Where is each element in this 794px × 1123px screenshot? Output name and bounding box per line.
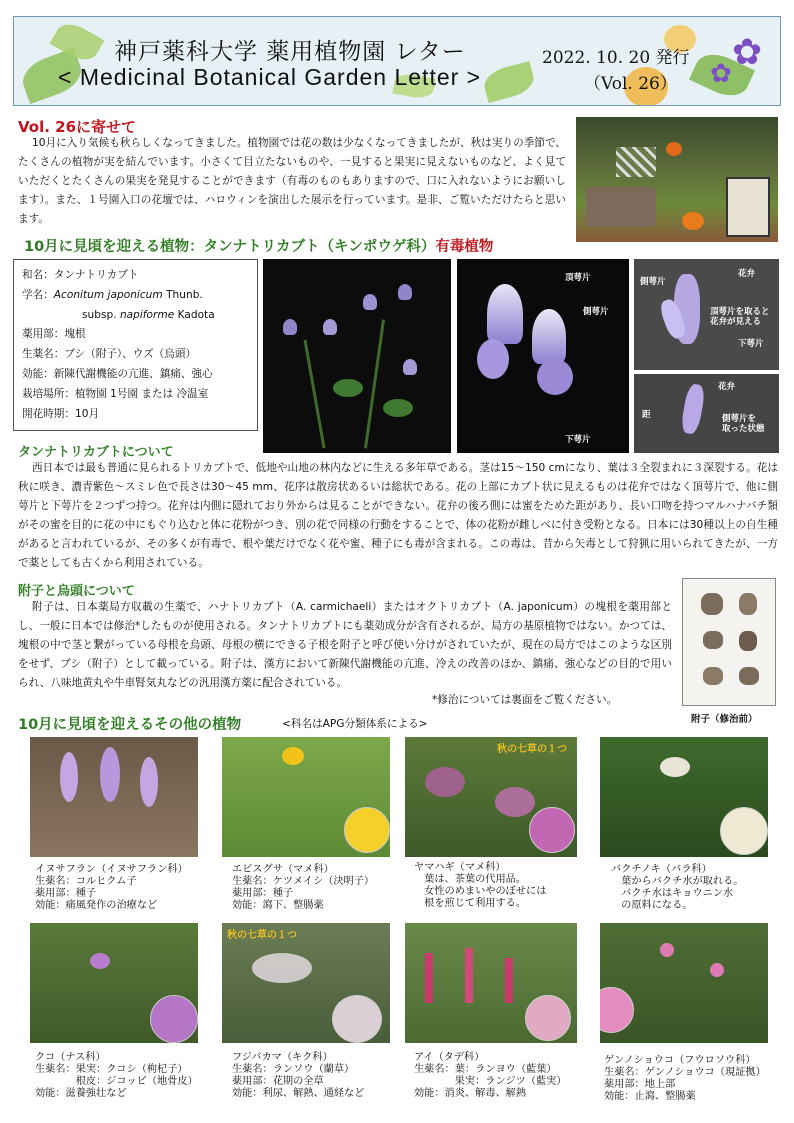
eupatorium-photo <box>222 923 390 1043</box>
subsp-author: Kadota <box>174 308 215 321</box>
leaf-decoration <box>481 61 537 103</box>
indigo-inset <box>525 995 571 1041</box>
caption-line: 薬用部：地上部 <box>604 1079 676 1090</box>
feature-heading: 10月に見頃を迎える植物：タンナトリカブト（キンポウゲ科） <box>24 239 436 255</box>
issue-volume: （Vol. 26） <box>584 74 677 94</box>
caption-line: 効能：消炎、解毒、解熱 <box>414 1088 527 1099</box>
geranium-inset <box>600 987 634 1033</box>
plant-info-box <box>13 259 258 431</box>
crude-drug-name: 生薬名：ブシ（附子）、ウズ（烏頭） <box>22 348 197 361</box>
intro-heading: Vol. 26に寄せて <box>18 118 137 136</box>
scientific-name-label: 学名： <box>22 288 54 301</box>
caption-line: 効能：痛風発作の治療など <box>35 900 158 911</box>
caption-line: 生薬名：コルヒクム子 <box>35 876 137 887</box>
caption-line: 薬用部：種子 <box>35 888 97 899</box>
halloween-display-photo <box>576 117 778 242</box>
plant-caption-1 <box>35 864 188 912</box>
aconite-petal-photo <box>634 374 779 453</box>
caption-line: 効能：滋養強壮など <box>35 1088 127 1099</box>
label-top-removed: 頂萼片を取ると 花弁が見える <box>710 307 770 327</box>
aconite-plant-photo <box>263 259 451 453</box>
label-lower-sepal: 下萼片 <box>565 435 591 445</box>
subsp-prefix: subsp. <box>82 308 120 321</box>
caption-line: 薬用部：花期の全草 <box>232 1076 324 1087</box>
cultivation-place: 栽培場所：植物園 1号園 または 冷温室 <box>22 387 209 400</box>
eupatorium-inset <box>332 995 382 1043</box>
caption-line: 根を煎じて利用する。 <box>414 898 527 909</box>
cassia-inset <box>344 807 390 853</box>
prunus-inset <box>720 807 768 855</box>
fushi-photo-caption: 附子（修治前） <box>691 714 758 725</box>
letter-title: 神戸薬科大学 薬用植物園 レター <box>114 39 466 65</box>
caption-line: ヤマハギ（マメ科） <box>414 862 506 873</box>
caption-line: 果実：ランジツ（藍実） <box>414 1076 567 1087</box>
plant-caption-5 <box>35 1052 198 1100</box>
autumn-tag-1: 秋の七草の１つ <box>497 744 567 755</box>
subsp-name: napiforme <box>119 308 175 321</box>
intro-text: 10月に入り気候も秋らしくなってきました。植物園では花の数は少なくなってきましたが、秋は実りの季節で、たくさんの植物が実を結んでいます。小さくて目立たないものや、一見すると果実に見えないものなど、よく見ていただくとたくさんの果実を発見することができます（有毒のものもありますので、口に入れないようにお願いします）。また、１号園入口の花壇では、ハロウィンを演出した展示を行っています。是非、ご覧いただけたらと思います。 <box>18 137 566 225</box>
caption-line: エビスグサ（マメ科） <box>232 864 334 875</box>
colchicum-photo <box>30 737 198 857</box>
caption-line: 生薬名：ランソウ（蘭草） <box>232 1064 355 1075</box>
caption-line: 生薬名：果実：クコシ（枸杞子） <box>35 1064 188 1075</box>
others-note: <科名はAPG分類体系による> <box>282 718 428 730</box>
caption-line: 生薬名：ゲンノショウコ（現証拠） <box>604 1067 766 1078</box>
prunus-zippeliana-photo <box>600 737 768 857</box>
flowering-season: 開花時期：10月 <box>22 407 100 420</box>
caption-line: イヌサフラン（イヌサフラン科） <box>35 864 188 875</box>
caption-line: フジバカマ（キク科） <box>232 1052 333 1063</box>
caption-line: 薬用部：種子 <box>232 888 294 899</box>
fushi-text: 附子は、日本薬局方収載の生薬で、ハナトリカブト（A. carmichaeli）またはオクトリカブト（A. japonicum）の塊根を薬用部とし、一般に日本では修治*したものが使用される。タンナトリカブトにも薬効成分が含有されるが、局方の基原植物ではない。かつては、塊根の中で茎と繋がっている母根を烏頭、母根の横にできる子根を附子と呼び使い分けがされていたが、現在の局方ではこのような区別をせず、ブシ（附子）として載っている。附子は、漢方において新陳代謝機能の亢進、冷えの改善のほか、鎮痛、強心などの目的で用いられ、八味地黄丸や牛車腎気丸などの汎用漢方薬に配合されている。 <box>18 601 672 689</box>
scientific-name-genus: Aconitum japonicum <box>53 288 163 301</box>
caption-line: 生薬名：ケツメイシ（決明子） <box>232 876 375 887</box>
caption-line: 女性のめまいやのぼせには <box>414 886 547 897</box>
indigo-photo <box>405 923 577 1043</box>
efficacy: 効能：新陳代謝機能の亢進、鎮痛、強心 <box>22 367 213 380</box>
lespedeza-inset <box>529 807 575 853</box>
bellflower-icon: ✿ <box>710 59 732 89</box>
label-lower-sepal-right: 下萼片 <box>738 339 764 349</box>
aconite-dissected-photo <box>634 259 779 370</box>
lycium-photo <box>30 923 198 1043</box>
plant-caption-6 <box>232 1052 364 1100</box>
others-heading: 10月に見頃を迎えるその他の植物 <box>18 717 242 733</box>
caption-line: 効能：止瀉、整腸薬 <box>604 1091 696 1102</box>
scientific-name-subsp <box>22 306 249 326</box>
plant-caption-2 <box>232 864 374 912</box>
caption-line: 葉は、茶葉の代用品。 <box>414 874 527 885</box>
header-banner <box>13 16 781 106</box>
issue-date: 2022. 10. 20 発行 <box>542 48 690 68</box>
fushi-photo <box>682 578 776 706</box>
caption-line: 葉からバクチ水が取れる。 <box>611 876 744 887</box>
label-top-sepal: 頂萼片 <box>565 273 591 283</box>
label-side-removed: 側萼片を 取った状態 <box>722 414 765 434</box>
caption-line: バクチ水はキョウニン水 <box>611 888 734 899</box>
label-side-sepal: 側萼片 <box>583 307 609 317</box>
fushi-heading: 附子と烏頭について <box>18 584 135 599</box>
label-side-sepal-right: 側萼片 <box>640 277 666 287</box>
cassia-photo <box>222 737 390 857</box>
plant-caption-3 <box>414 862 546 910</box>
bellflower-icon: ✿ <box>732 32 763 73</box>
japanese-name: 和名：タンナトリカブト <box>22 269 139 281</box>
plant-caption-4 <box>611 864 743 912</box>
lespedeza-photo <box>405 737 577 857</box>
medicinal-part: 薬用部：塊根 <box>22 328 86 341</box>
caption-line: の原料になる。 <box>611 900 693 911</box>
caption-line: 効能：利尿、解熱、通経など <box>232 1088 365 1099</box>
letter-subtitle: < Medicinal Botanical Garden Letter > <box>58 64 482 90</box>
about-text: 西日本では最も普通に見られるトリカブトで、低地や山地の林内などに生える多年草である。茎は15～150 cmになり、葉は３全裂まれに３深裂する。花は秋に咲き、濃青紫色～スミレ色で長さは30～45 mm、花序は散房状あるいは総状である。花の上部にカブト状に見えるものは花弁ではなく頂萼片で、他に側萼片と下萼片を２つずつ持つ。花弁は内側に隠れており外からは見ることができない。花弁の後ろ側には蜜をためた距があり、長い口吻を持つマルハナバチ類がその蜜を目的に花の中にもぐり込むと体に花粉がつき、別の花で同様の行動をすることで、体の花粉が雌しべに付き受粉となる。日本には30種以上の自生種があると言われているが、その多くが有毒で、根や葉だけでなく花や蜜、種子にも毒が含まれる。この毒は、昔から矢毒として狩猟に用いられてきたが、一方で薬としても古くから利用されている。 <box>18 462 778 569</box>
plant-caption-8 <box>604 1055 766 1103</box>
caption-line: クコ（ナス科） <box>35 1052 106 1063</box>
caption-line: アイ（タデ科） <box>414 1052 485 1063</box>
fushi-note: *修治については裏面をご覧ください。 <box>432 694 618 706</box>
lycium-inset <box>150 995 198 1043</box>
scientific-name <box>22 286 249 306</box>
plant-caption-7 <box>414 1052 567 1100</box>
label-spur: 距 <box>642 410 651 420</box>
aconite-flower-closeup-photo <box>457 259 629 453</box>
caption-line: バクチノキ（バラ科） <box>611 864 712 875</box>
scientific-name-author: Thunb. <box>162 288 203 301</box>
caption-line: ゲンノショウコ（フウロソウ科） <box>604 1055 756 1066</box>
caption-line: 根皮：ジコッピ（地骨皮） <box>35 1076 198 1087</box>
about-heading: タンナトリカブトについて <box>18 445 174 460</box>
geranium-photo <box>600 923 768 1043</box>
label-petal: 花弁 <box>738 269 756 279</box>
label-petal-2: 花弁 <box>718 382 736 392</box>
feature-heading-row <box>24 235 493 256</box>
toxic-label: 有毒植物 <box>435 239 494 255</box>
caption-line: 効能：瀉下、整腸薬 <box>232 900 324 911</box>
caption-line: 生薬名：葉：ランヨウ（藍葉） <box>414 1064 557 1075</box>
autumn-tag-2: 秋の七草の１つ <box>227 930 297 941</box>
